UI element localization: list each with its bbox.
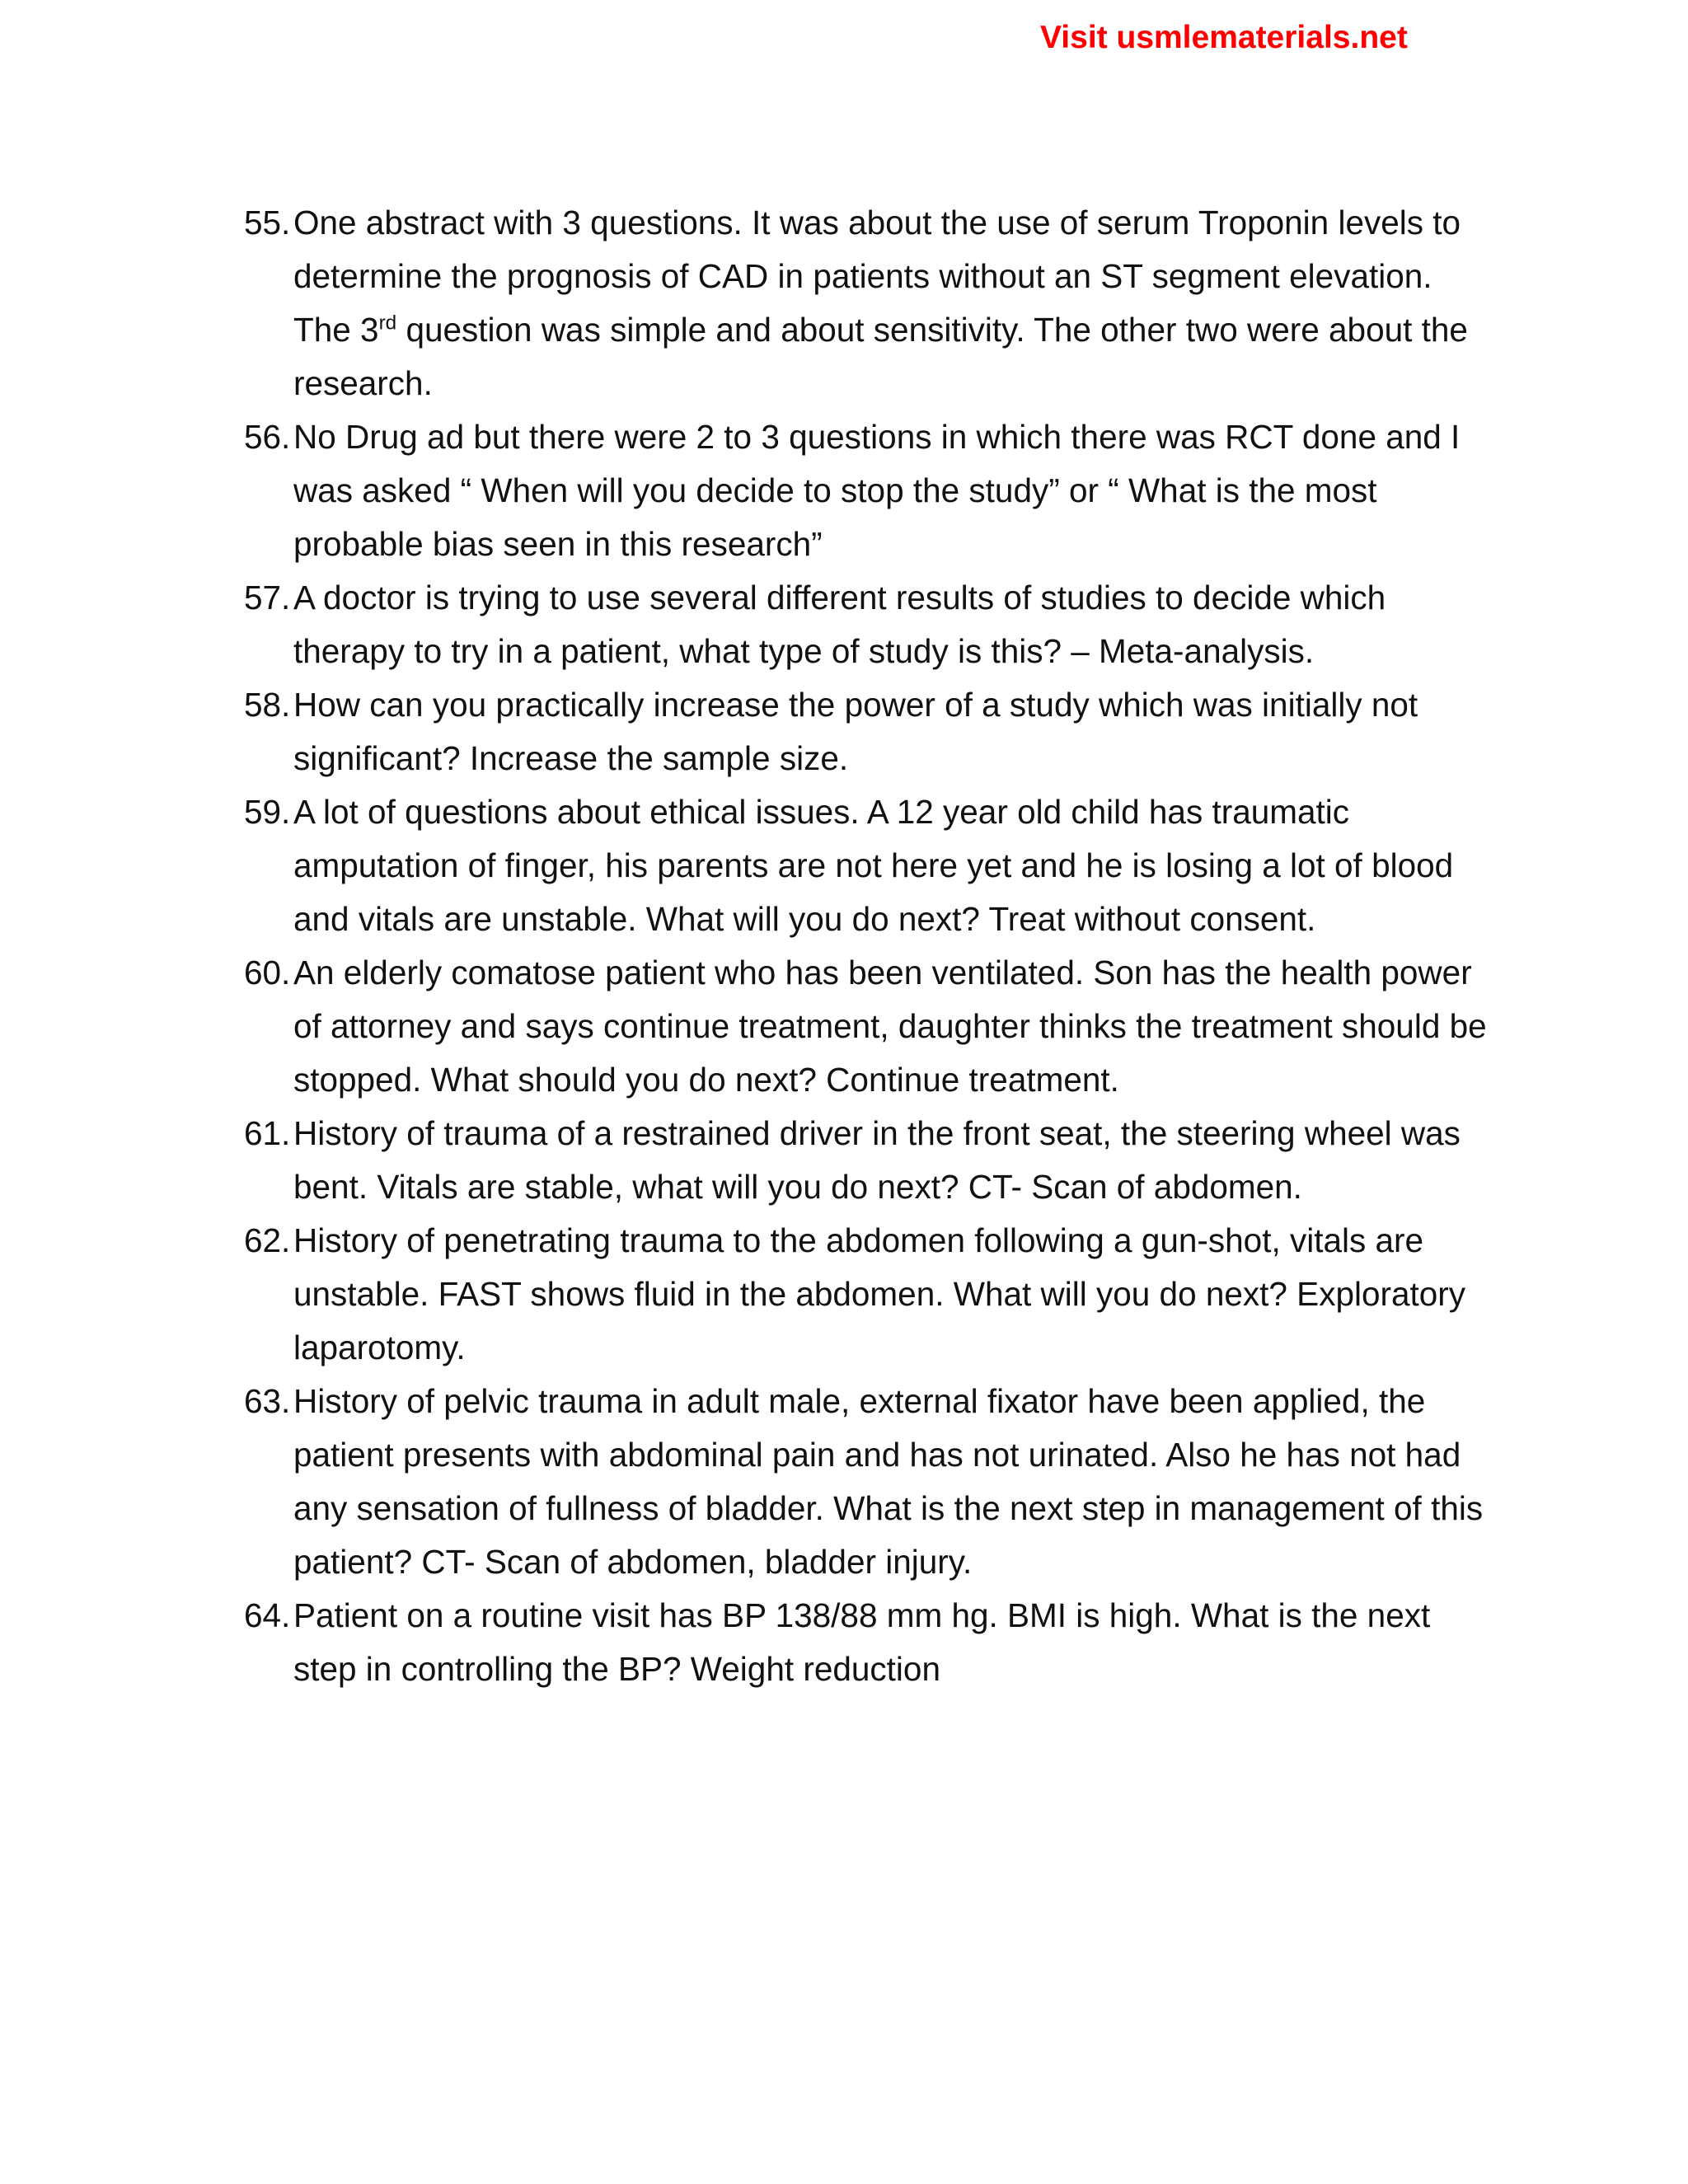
item-text-part: One abstract with 3 questions. It was about the use of serum Troponin levels to determine the prognosis of CAD in patients without an ST segment elevation. The 3 [293,204,1461,349]
item-text: History of penetrating trauma to the abdomen following a gun-shot, vitals are unstable. FAST shows fluid in the abdomen. What will you do next? Exploratory laparotomy. [293,1221,1466,1366]
list-item-61 [244,1107,1497,1214]
item-text [293,204,1468,402]
item-number: 55. [244,204,291,241]
item-number: 56. [244,418,291,456]
list-item-64 [244,1589,1497,1696]
ordinal-suffix: rd [378,312,397,335]
list-item-59 [244,785,1497,946]
list-item-60 [244,946,1497,1107]
item-text: A doctor is trying to use several different results of studies to decide which therapy to try in a patient, what type of study is this? – Meta-analysis. [293,579,1386,670]
item-text: How can you practically increase the power of a study which was initially not significant? Increase the sample size. [293,686,1418,777]
list-item-55 [244,196,1497,410]
website-link[interactable]: Visit usmlematerials.net [1040,20,1408,55]
item-number: 62. [244,1221,291,1259]
list-item-62 [244,1214,1497,1375]
item-text: Patient on a routine visit has BP 138/88 mm hg. BMI is high. What is the next step in controlling the BP? Weight reduction [293,1596,1431,1688]
item-text: A lot of questions about ethical issues. A 12 year old child has traumatic amputation of finger, his parents are not here yet and he is losing a lot of blood and vitals are unstable. What will you do next? Treat without consent. [293,793,1454,938]
item-text: An elderly comatose patient who has been ventilated. Son has the health power of attorney and says continue treatment, daughter thinks the treatment should be stopped. What should you do next? Continue treatment. [293,954,1487,1099]
item-number: 59. [244,793,300,831]
list-item-57 [244,571,1497,678]
item-number: 57. [244,579,300,616]
item-text: No Drug ad but there were 2 to 3 questions in which there was RCT done and I was asked “ When will you decide to stop the study” or “ What is the most probable bias seen in this research” [293,418,1461,563]
list-item-58 [244,678,1497,785]
document-body [244,196,1497,1696]
item-number: 58. [244,686,309,724]
question-list [244,196,1497,1696]
list-item-63 [244,1375,1497,1589]
item-number: 60. [244,954,300,991]
item-text-part: question was simple and about sensitivity. The other two were about the research. [293,311,1468,402]
item-number: 63. [244,1382,300,1420]
item-number: 61. [244,1114,300,1152]
item-text: History of trauma of a restrained driver in the front seat, the steering wheel was bent. Vitals are stable, what will you do next? CT- Scan of abdomen. [293,1114,1461,1206]
item-text: History of pelvic trauma in adult male, external fixator have been applied, the patient presents with abdominal pain and has not urinated. Also he has not had any sensation of fullness of bladder. What is the next step in management of this patient? CT- Scan of abdomen, bladder injury. [293,1382,1484,1581]
list-item-56 [244,410,1497,571]
item-number: 64. [244,1596,309,1634]
